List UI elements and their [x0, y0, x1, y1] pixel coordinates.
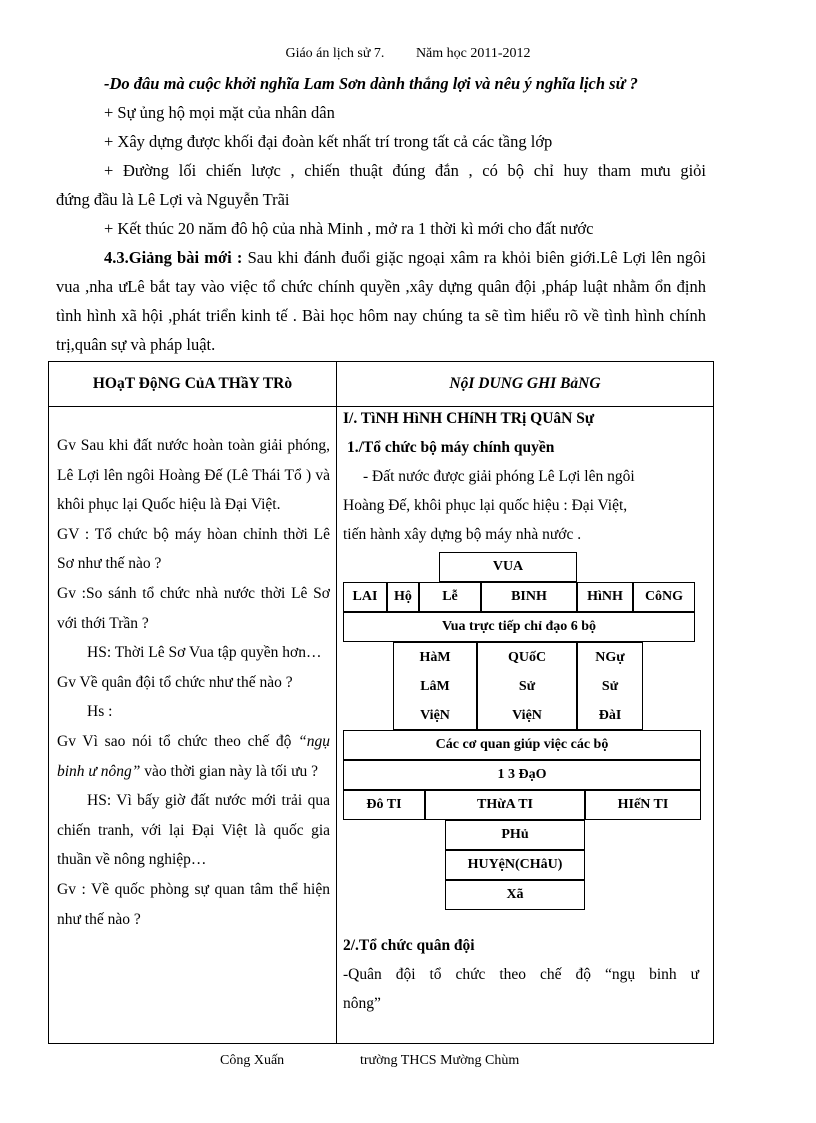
box-xa: Xã: [445, 880, 585, 910]
subsection-2: 2/.Tổ chức quân đội: [343, 937, 475, 954]
left-p3: Gv :So sánh tổ chức nhà nước thời Lê Sơ với thới Trần ?: [57, 584, 330, 632]
left-p5: Gv Về quân đội tổ chức như thế nào ?: [57, 673, 293, 691]
header-subject: Giáo án lịch sử 7.: [285, 46, 385, 61]
box-ham-lam-vien: [393, 642, 477, 730]
page-header: [0, 46, 816, 62]
lesson-text: Sau khi đánh đuổi giặc ngoại xâm ra khỏi biên giới.Lê Lợi lên ngôi vua ,nha ưLê bắt tay vào việc tổ chức chính quyền ,xây dựng quân đội ,pháp luật nhằm ổn định tình hình xã hội ,phát triển kinh tế . Bài học hôm nay chúng ta sẽ tìm hiểu rõ về tình hình chính trị,quân sự và pháp luật.: [56, 248, 706, 354]
box-ministry-lai: LAI: [343, 582, 387, 612]
left-p2: GV : Tổ chức bộ máy hòan chỉnh thời Lê Sơ như thế nào ?: [57, 525, 330, 573]
content-line-1: - Đất nước được giải phóng Lê Lợi lên ngôi: [363, 468, 635, 485]
col-header-content: NộI DUNG GHI BảNG: [337, 362, 714, 407]
header-year: Năm học 2011-2012: [415, 46, 531, 61]
left-p1: Gv Sau khi đất nước hoàn toàn giải phóng, Lê Lợi lên ngôi Hoàng Đế (Lê Thái Tổ ) và khôi phục lại Quốc hiệu là Đại Việt.: [57, 437, 330, 514]
box-ministry-cong: CôNG: [633, 582, 695, 612]
answer-4: + Kết thúc 20 năm đô hộ của nhà Minh , mở ra 1 thời kì mới cho đất nước: [104, 219, 594, 238]
left-p7-a: Gv Vì sao nói tổ chức theo chế độ: [57, 732, 292, 750]
col-header-activities: HOạT ĐộNG CủA THầY TRò: [49, 362, 337, 407]
quoc-su-2: Sử: [518, 678, 536, 694]
box-ministry-binh: BINH: [481, 582, 577, 612]
box-13-dao: 1 3 ĐạO: [343, 760, 701, 790]
army-line-1: -Quân đội tổ chức theo chế độ “ngụ binh ư: [343, 966, 699, 983]
box-assisting-agencies: Các cơ quan giúp việc các bộ: [343, 730, 701, 760]
answer-3-cont: đứng đầu là Lê Lợi và Nguyễn Trãi: [56, 190, 290, 209]
ngu-su-2: Sử: [601, 678, 619, 694]
lesson-table: [48, 361, 714, 1044]
box-phu: PHủ: [445, 820, 585, 850]
left-p7-b: vào thời gian này là tối ưu ?: [140, 762, 318, 780]
lesson-paragraph: [56, 243, 706, 359]
ham-lam-3: ViệN: [420, 707, 450, 723]
box-ngu-su-dai: [577, 642, 643, 730]
box-ministry-ho: Hộ: [387, 582, 419, 612]
footer-school: trường THCS Mường Chùm: [360, 1053, 520, 1068]
ngu-su-1: NGự: [595, 649, 625, 665]
box-direct-control: Vua trực tiếp chỉ đạo 6 bộ: [343, 612, 695, 642]
answer-3: + Đường lối chiến lược , chiến thuật đúng đắn , có bộ chỉ huy tham mưu giỏi: [104, 161, 706, 180]
ham-lam-1: HàM: [419, 649, 451, 665]
lesson-label: 4.3.Giảng bài mới :: [104, 248, 243, 267]
answer-1: + Sự ủng hộ mọi mặt của nhân dân: [104, 103, 335, 122]
answer-2: + Xây dựng được khối đại đoàn kết nhất trí trong tất cả các tầng lớp: [104, 132, 553, 151]
box-ministry-hinh: HìNH: [577, 582, 633, 612]
box-huyen-chau: HUYệN(CHâU): [445, 850, 585, 880]
section-title: I/. TìNH HìNH CHíNH TRị QUâN Sự: [343, 410, 595, 427]
box-ministry-le: Lễ: [419, 582, 481, 612]
box-quoc-su-vien: [477, 642, 577, 730]
left-p4: HS: Thời Lê Sơ Vua tập quyền hơn…: [87, 644, 322, 662]
subsection-1: 1./Tổ chức bộ máy chính quyền: [347, 439, 555, 456]
board-content: [337, 407, 714, 1044]
box-hien-ti: HIếN TI: [585, 790, 701, 820]
content-line-2: Hoàng Đế, khôi phục lại quốc hiệu : Đại Việt,: [343, 497, 628, 514]
footer-author: Công Xuấn: [220, 1053, 285, 1068]
army-line-2: nông”: [343, 995, 381, 1012]
ham-lam-2: LâM: [420, 678, 450, 694]
box-king: VUA: [439, 552, 577, 582]
content-line-3: tiến hành xây dựng bộ máy nhà nước .: [343, 526, 582, 543]
left-p7: [57, 727, 330, 786]
box-thua-ti: THừA TI: [425, 790, 585, 820]
box-do-ti: Đô TI: [343, 790, 425, 820]
review-question: -Do đâu mà cuộc khởi nghĩa Lam Sơn dành thắng lợi và nêu ý nghĩa lịch sử ?: [104, 74, 638, 93]
quoc-su-3: ViệN: [512, 707, 542, 723]
left-p7-quote: “ngụ binh ư nông”: [57, 732, 331, 780]
left-p8: HS: Vì bấy giờ đất nước mới trải qua chiến tranh, với lại Đại Việt là quốc gia thuần về nông nghiệp…: [57, 792, 330, 869]
teacher-student-activities: [49, 407, 337, 1044]
left-p9: Gv : Về quốc phòng sự quan tâm thể hiện như thế nào ?: [57, 880, 330, 928]
ngu-su-3: ĐàI: [598, 707, 622, 723]
quoc-su-1: QUốC: [507, 649, 547, 665]
left-p6: Hs :: [87, 703, 113, 721]
